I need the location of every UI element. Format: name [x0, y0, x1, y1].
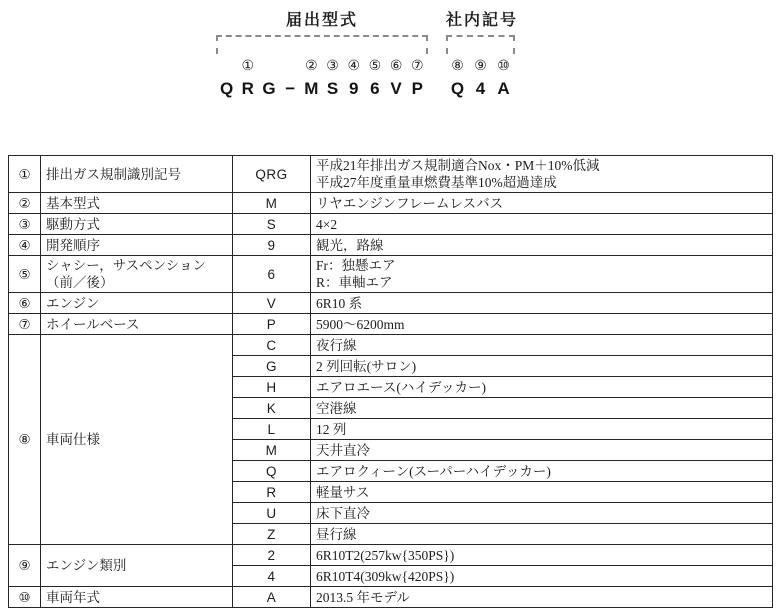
- item-name-cell: [41, 587, 233, 608]
- item-name-line: 開発順序: [46, 237, 100, 253]
- table-row: [9, 193, 773, 214]
- table-row: [9, 214, 773, 235]
- table-row: [9, 256, 773, 293]
- description-line: 2013.5 年モデル: [316, 589, 410, 605]
- code-value-cell: S: [233, 214, 311, 235]
- description-line: Fr：独懸エア: [316, 258, 396, 273]
- description-cell: [311, 356, 773, 377]
- description-cell: [311, 545, 773, 566]
- code-value-cell: A: [233, 587, 311, 608]
- code-value-cell: 6: [233, 256, 311, 293]
- code-value-cell: C: [233, 335, 311, 356]
- item-name-cell: [41, 156, 233, 193]
- item-name-line: ホイールベース: [46, 316, 140, 332]
- code-value-cell: H: [233, 377, 311, 398]
- table-row: [9, 156, 773, 193]
- row-number-cell: ⑨: [9, 545, 41, 587]
- code-digit-badge: ③: [326, 59, 339, 74]
- code-cell: [492, 56, 515, 101]
- item-name-line: エンジン: [46, 295, 100, 311]
- code-digit-badge: ⑨: [474, 59, 487, 74]
- description-line: エアロエース(ハイデッカー): [316, 379, 487, 395]
- row-number-cell: ⑩: [9, 587, 41, 608]
- code-cell: [469, 56, 492, 101]
- code-char: 6: [370, 79, 380, 98]
- code-cell: [407, 56, 428, 101]
- description-line: 4×2: [316, 216, 338, 232]
- table-row: [9, 293, 773, 314]
- description-line: 12 列: [316, 421, 347, 437]
- item-name-line: シャシー，サスペンション: [46, 258, 207, 273]
- code-digit-badge: [216, 56, 237, 77]
- code-cell: [343, 56, 364, 101]
- description-line: 昼行線: [316, 526, 357, 542]
- code-digit-badge: ⑩: [497, 59, 510, 74]
- item-name-line: 駆動方式: [46, 216, 100, 232]
- row-number-cell: ①: [9, 156, 41, 193]
- code-char: 9: [348, 79, 359, 98]
- description-cell: [311, 482, 773, 503]
- code-value-cell: L: [233, 419, 311, 440]
- description-cell: [311, 440, 773, 461]
- code-char: R: [241, 79, 254, 98]
- item-name-cell: [41, 193, 233, 214]
- item-name-line: 車両仕様: [46, 432, 100, 447]
- item-name-line: 排出ガス規制識別記号: [46, 166, 181, 182]
- notification-type-cells: [216, 56, 428, 101]
- table-row: [9, 587, 773, 608]
- code-digit-badge: ⑧: [451, 59, 464, 74]
- code-value-cell: QRG: [233, 156, 311, 193]
- code-char: P: [411, 79, 423, 98]
- code-char: 4: [475, 79, 486, 98]
- row-number-cell: ⑥: [9, 293, 41, 314]
- description-cell: [311, 293, 773, 314]
- code-char: Q: [450, 79, 465, 98]
- description-line: 6R10T4(309kw{420PS}): [316, 568, 455, 584]
- model-code-diagram: [0, 0, 779, 150]
- code-cell: [216, 56, 237, 101]
- table-row: [9, 235, 773, 256]
- description-line: 床下直冷: [316, 505, 370, 521]
- description-cell: [311, 461, 773, 482]
- row-number-cell: ⑦: [9, 314, 41, 335]
- item-name-line: （前／後）: [46, 275, 114, 290]
- description-line: 観光，路線: [316, 237, 384, 253]
- code-value-cell: 9: [233, 235, 311, 256]
- table-row: [9, 335, 773, 356]
- code-cell: [364, 56, 385, 101]
- item-name-cell: [41, 293, 233, 314]
- internal-code-group: [446, 10, 519, 101]
- description-line: 2 列回転(サロン): [316, 358, 417, 374]
- row-number-cell: ⑧: [9, 335, 41, 545]
- item-name-cell: [41, 545, 233, 587]
- description-line: 軽量サス: [316, 484, 370, 500]
- item-name-line: エンジン類別: [46, 558, 127, 573]
- item-name-cell: [41, 256, 233, 293]
- code-char: M: [304, 79, 319, 98]
- code-char: Q: [219, 79, 234, 98]
- code-value-cell: M: [233, 440, 311, 461]
- code-digit-badge: ④: [347, 59, 360, 74]
- code-char: S: [326, 79, 339, 98]
- code-value-cell: Z: [233, 524, 311, 545]
- code-digit-badge: ⑤: [368, 59, 382, 74]
- description-line: リヤエンジンフレームレスバス: [316, 195, 504, 211]
- description-line: 平成21年排出ガス規制適合Nox・PM＋10%低減: [316, 158, 600, 173]
- item-name-cell: [41, 314, 233, 335]
- description-cell: [311, 587, 773, 608]
- spec-table-body: [9, 156, 773, 608]
- code-char: A: [497, 79, 510, 98]
- description-cell: [311, 256, 773, 293]
- description-cell: [311, 235, 773, 256]
- code-cell: [237, 56, 258, 101]
- code-value-cell: V: [233, 293, 311, 314]
- table-row: [9, 545, 773, 566]
- item-name-cell: [41, 235, 233, 256]
- description-cell: [311, 214, 773, 235]
- code-cell: [258, 56, 279, 101]
- row-number-cell: ⑤: [9, 256, 41, 293]
- description-cell: [311, 503, 773, 524]
- description-line: エアロクィーン(スーパーハイデッカー): [316, 463, 551, 479]
- code-cell: [280, 56, 301, 101]
- code-digit-badge: ⑥: [389, 59, 403, 74]
- code-value-cell: Q: [233, 461, 311, 482]
- code-cell: [386, 56, 407, 101]
- description-cell: [311, 398, 773, 419]
- row-number-cell: ④: [9, 235, 41, 256]
- description-line: 天井直冷: [316, 442, 370, 458]
- row-number-cell: ②: [9, 193, 41, 214]
- code-value-cell: P: [233, 314, 311, 335]
- description-line: 空港線: [316, 400, 357, 416]
- table-row: [9, 314, 773, 335]
- description-line: 夜行線: [316, 337, 357, 353]
- notification-type-label: 届出型式: [285, 12, 358, 29]
- description-line: 6R10 系: [316, 295, 363, 311]
- code-value-cell: 2: [233, 545, 311, 566]
- item-name-cell: [41, 335, 233, 545]
- code-value-cell: K: [233, 398, 311, 419]
- description-line: R：車軸エア: [316, 275, 393, 290]
- description-cell: [311, 566, 773, 587]
- code-value-cell: R: [233, 482, 311, 503]
- code-cell: [322, 56, 343, 101]
- code-value-cell: G: [233, 356, 311, 377]
- notification-type-bracket: [216, 35, 428, 54]
- code-value-cell: U: [233, 503, 311, 524]
- notification-type-group: [216, 10, 428, 101]
- code-cell: [446, 56, 469, 101]
- description-line: 平成27年度重量車燃費基準10%超過達成: [316, 175, 557, 190]
- description-cell: [311, 314, 773, 335]
- internal-code-bracket: [446, 35, 515, 54]
- item-name-cell: [41, 214, 233, 235]
- row-number-cell: ③: [9, 214, 41, 235]
- description-cell: [311, 193, 773, 214]
- item-name-line: 基本型式: [46, 195, 100, 211]
- code-char: G: [262, 79, 276, 98]
- code-digit-badge: ⑦: [411, 59, 424, 74]
- spec-table: [8, 155, 773, 608]
- code-digit-badge: ①: [241, 59, 255, 74]
- code-cell: [301, 56, 322, 101]
- code-char: −: [285, 79, 296, 98]
- description-line: 5900～6200mm: [316, 316, 405, 332]
- description-cell: [311, 335, 773, 356]
- code-digit-badge: ②: [305, 59, 318, 74]
- item-name-line: 車両年式: [46, 589, 100, 605]
- internal-code-cells: [446, 56, 515, 101]
- description-cell: [311, 377, 773, 398]
- description-cell: [311, 524, 773, 545]
- code-value-cell: 4: [233, 566, 311, 587]
- description-cell: [311, 156, 773, 193]
- code-digit-badge: [280, 56, 301, 77]
- description-cell: [311, 419, 773, 440]
- description-line: 6R10T2(257kw{350PS}): [316, 547, 455, 563]
- code-char: V: [390, 79, 402, 98]
- internal-code-label: 社内記号: [446, 12, 519, 29]
- code-digit-badge: [258, 56, 279, 77]
- code-value-cell: M: [233, 193, 311, 214]
